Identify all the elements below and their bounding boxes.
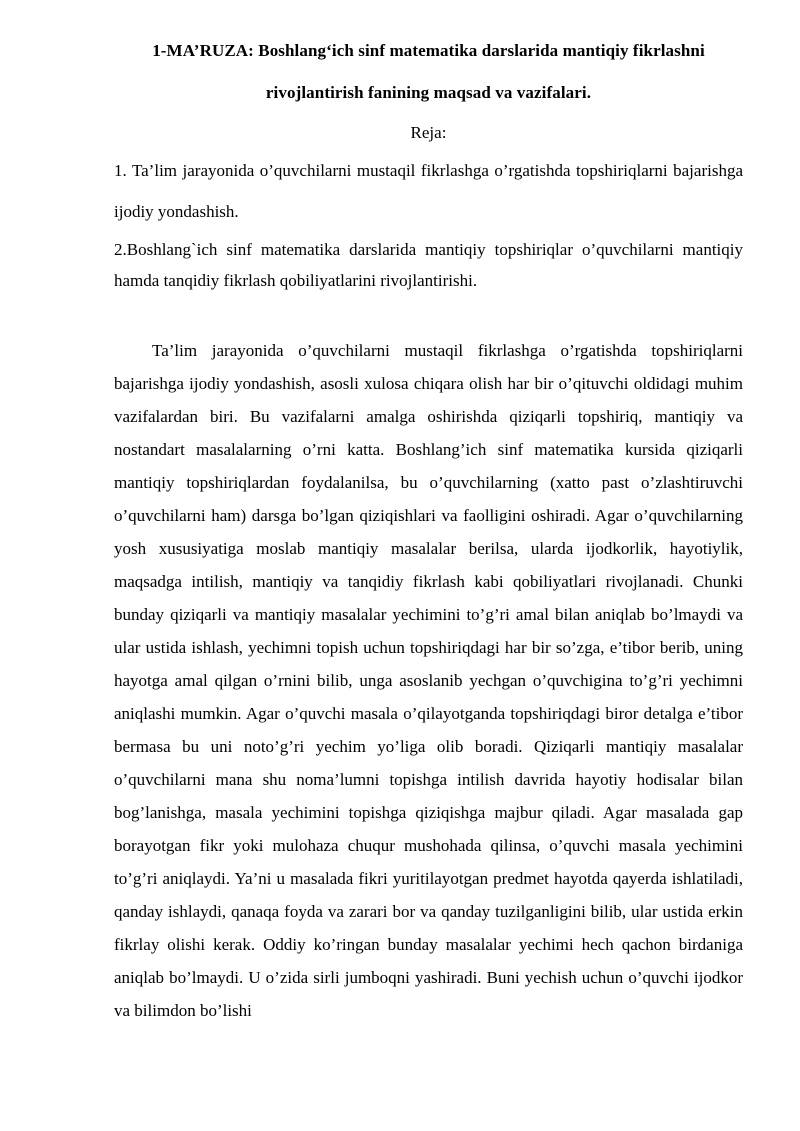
body-paragraph: Ta’lim jarayonida o’quvchilarni mustaqil fikrlashga o’rgatishda topshiriqlarni bajarishga ijodiy yondashish, asosli xulosa chiqara olish har bir o’qituvchi oldidagi muhim vazifalardan biri. Bu vazifalarni amalga oshirishda qiziqarli topshiriq, mantiqiy va nostandart masalalarning o’rni katta. Boshlang’ich sinf matematika kursida qiziqarli mantiqiy topshiriqlardan foydalanilsa, bu o’quvchilarning (xatto past o’zlashtiruvchi o’quvchilarni ham) darsga bo’lgan qiziqishlari va faolligini oshiradi. Agar o’quvchilarning yosh xususiyatiga moslab mantiqiy masalalar berilsa, ularda ijodkorlik, hayotiylik, maqsadga intilish, mantiqiy va tanqidiy fikrlash kabi qobiliyatlari rivojlanadi. Chunki bunday qiziqarli va mantiqiy masalalar yechimini to’g’ri amal bilan aniqlab bo’lmaydi va ular ustida ishlash, yechimni topish uchun topshiriqdagi har bir so’zga, e’tibor berib, uning hayotga amal qilgan o’rnini bilib, unga asoslanib yechgan o’quvchigina to’g’ri yechimni aniqlashi mumkin. Agar o’quvchi masala o’qilayotganda topshiriqdagi biror detalga e’tibor bermasa bu uni noto’g’ri yechim yo’liga olib boradi. Qiziqarli mantiqiy masalalar o’quvchilarni mana shu noma’lumni topishga intilish davrida hayotiy hodisalar bilan bog’lanishga, masala yechimini topishga qiziqishga majbur qiladi. Agar masalada gap borayotgan fikr yoki mulohaza chuqur mushohada qilinsa, o’quvchi masala yechimini to’g’ri aniqlaydi. Ya’ni u masalada fikri yuritilayotgan predmet hayotda qayerda ishlatiladi, qanday ishlaydi, qanaqa foyda va zarari bor va qanday tuzilganligini bilib, ular ustida erkin fikrlay olishi kerak. Oddiy ko’ringan bunday masalalar yechimi hech qachon birdaniga aniqlab bo’lmaydi. U o’zida sirli jumboqni yashiradi. Buni yechish uchun o’quvchi ijodkor va bilimdon bo’lishi [114, 341, 743, 1020]
plan-heading: Reja: [410, 123, 447, 142]
plan-item-2: 2.Boshlang`ich sinf matematika darslarida mantiqiy topshiriqlar o’quvchilarni mantiqiy hamda tanqidiy fikrlash qobiliyatlarini rivojlantirishi. [114, 240, 743, 290]
plan-item-1: 1. Ta’lim jarayonida o’quvchilarni mustaqil fikrlashga o’rgatishda topshiriqlarni bajarishga ijodiy yondashish. [114, 161, 743, 221]
document-title: 1-MA’RUZA: Boshlangʻich sinf matematika darslarida mantiqiy fikrlashni rivojlantirish fanining maqsad va vazifalari. [152, 41, 705, 102]
